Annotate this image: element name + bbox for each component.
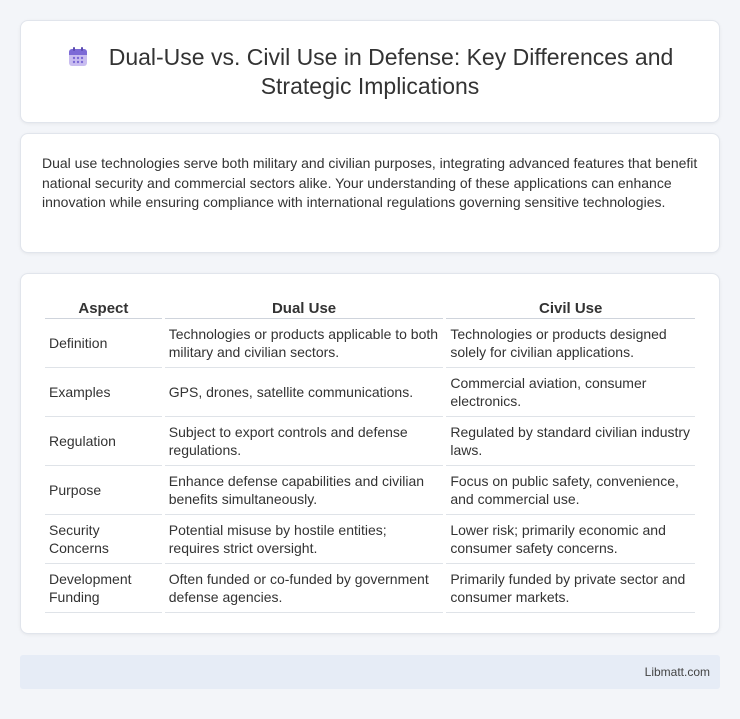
comparison-table-card <box>20 273 720 634</box>
cell-aspect: Definition <box>45 319 162 368</box>
cell-aspect: Security Concerns <box>45 515 162 564</box>
footer-site-link[interactable]: Libmatt.com <box>644 665 710 679</box>
table-row <box>45 417 695 466</box>
header-card <box>20 20 720 123</box>
cell-civil-use: Focus on public safety, convenience, and commercial use. <box>446 466 695 515</box>
title-line-2: Strategic Implications <box>260 73 480 99</box>
header-dual-use: Dual Use <box>165 294 444 319</box>
cell-dual-use: Enhance defense capabilities and civilian benefits simultaneously. <box>165 466 444 515</box>
cell-civil-use: Lower risk; primarily economic and consumer safety concerns. <box>446 515 695 564</box>
header-civil-use: Civil Use <box>446 294 695 319</box>
cell-dual-use: Potential misuse by hostile entities; requires strict oversight. <box>165 515 444 564</box>
cell-dual-use: Often funded or co-funded by government defense agencies. <box>165 564 444 613</box>
cell-dual-use: Technologies or products applicable to both military and civilian sectors. <box>165 319 444 368</box>
table-row <box>45 564 695 613</box>
calendar-icon <box>67 46 89 68</box>
cell-aspect: Regulation <box>45 417 162 466</box>
table-row <box>45 368 695 417</box>
cell-civil-use: Primarily funded by private sector and consumer markets. <box>446 564 695 613</box>
table-row <box>45 319 695 368</box>
footer-bar <box>20 655 720 689</box>
title-line-1: Dual-Use vs. Civil Use in Defense: Key Differences and <box>108 44 674 70</box>
cell-dual-use: GPS, drones, satellite communications. <box>165 368 444 417</box>
cell-aspect: Purpose <box>45 466 162 515</box>
comparison-table <box>42 294 698 613</box>
table-row <box>45 466 695 515</box>
table-header-row <box>45 294 695 319</box>
cell-aspect: Development Funding <box>45 564 162 613</box>
cell-civil-use: Technologies or products designed solely for civilian applications. <box>446 319 695 368</box>
intro-text: Dual use technologies serve both military and civilian purposes, integrating advanced features that benefit national security and commercial sectors alike. Your understanding of these applications can enhance innovation while ensuring compliance with international regulations governing sensitive technologies. <box>42 155 698 210</box>
cell-civil-use: Regulated by standard civilian industry laws. <box>446 417 695 466</box>
cell-dual-use: Subject to export controls and defense regulations. <box>165 417 444 466</box>
header-aspect: Aspect <box>45 294 162 319</box>
table-row <box>45 515 695 564</box>
cell-aspect: Examples <box>45 368 162 417</box>
page-title <box>21 43 719 101</box>
cell-civil-use: Commercial aviation, consumer electronics. <box>446 368 695 417</box>
intro-card <box>20 133 720 253</box>
